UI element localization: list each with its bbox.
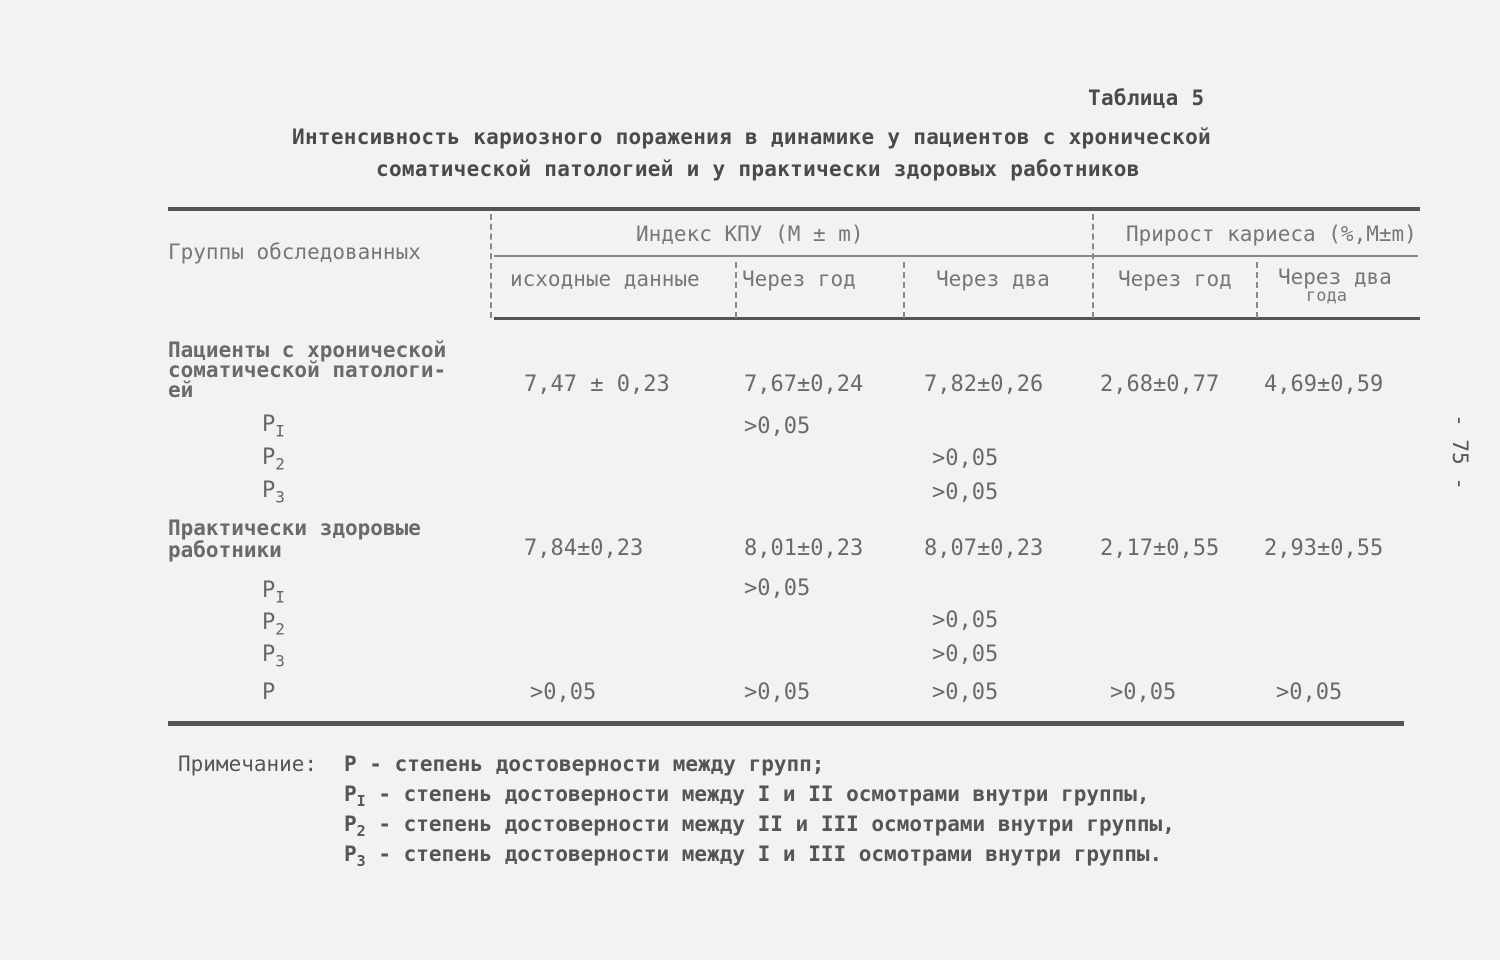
group1-p3-label: $P_3$ (262, 478, 285, 507)
table-label: Таблица 5 (1088, 86, 1205, 110)
group1-label-line-3: ей (168, 378, 194, 402)
header-index-kpu: Индекс КПУ (М ± m) (636, 222, 864, 246)
header-growth-year: Через год (1118, 267, 1232, 291)
group1-label-line-2: соматической патологи- (168, 358, 447, 382)
between-groups-p-after-two: >0,05 (932, 680, 999, 705)
group1-p2-label: $P_2$ (262, 445, 285, 474)
group2-p3-value: >0,05 (932, 642, 999, 667)
group2-p2-label: $P_2$ (262, 610, 285, 639)
table-title-line-2: соматической патологией и у практически здоровых работников (376, 157, 1140, 181)
header-after-two: Через два (936, 267, 1050, 291)
note-lead: Примечание: (178, 752, 318, 776)
note-p1: $P_I$ - степень достоверности между I и II осмотрами внутри группы, (344, 782, 1150, 811)
between-groups-p-label: P (262, 680, 276, 705)
between-groups-p-growth-year: >0,05 (1110, 680, 1177, 705)
note-p: P - степень достоверности между групп; (344, 752, 825, 776)
table-bottom-rule (168, 721, 1404, 726)
header-after-year: Через год (742, 267, 856, 291)
group1-growth-two-years: 4,69±0,59 (1264, 372, 1384, 397)
group1-after-two: 7,82±0,26 (924, 372, 1044, 397)
between-groups-p-after-year: >0,05 (744, 680, 811, 705)
group2-after-year: 8,01±0,23 (744, 536, 864, 561)
group1-p3-value: >0,05 (932, 480, 999, 505)
group1-growth-year: 2,68±0,77 (1100, 372, 1220, 397)
note-p2: $P_2$ - степень достоверности между II и III осмотрами внутри группы, (344, 812, 1175, 841)
group2-label-line-2: работники (168, 538, 282, 562)
group1-p1-value: >0,05 (744, 414, 811, 439)
col-separator-3 (735, 262, 737, 318)
group1-p2-value: >0,05 (932, 446, 999, 471)
between-groups-p-growth-two-years: >0,05 (1276, 680, 1343, 705)
header-caries-growth: Прирост кариеса (%,М±m) (1126, 222, 1417, 246)
header-bottom-rule (494, 317, 1420, 320)
group1-label-line-1: Пациенты с хронической (168, 338, 447, 362)
table-top-rule (168, 207, 1420, 211)
group1-after-year: 7,67±0,24 (744, 372, 864, 397)
group2-baseline: 7,84±0,23 (524, 536, 644, 561)
note-p3: $P_3$ - степень достоверности между I и III осмотрами внутри группы. (344, 842, 1163, 871)
header-growth-two-years-2: годa (1306, 286, 1347, 306)
page-number: - 75 - (1447, 414, 1472, 490)
header-groups: Группы обследованных (168, 240, 421, 264)
group1-baseline: 7,47 ± 0,23 (524, 372, 670, 397)
header-baseline: исходные данные (510, 267, 700, 291)
col-separator-2 (1092, 214, 1094, 318)
group2-p1-label: $P_I$ (262, 578, 285, 607)
col-separator-1 (490, 214, 492, 318)
group2-p3-label: $P_3$ (262, 642, 285, 671)
col-separator-5 (1256, 262, 1258, 318)
group2-growth-year: 2,17±0,55 (1100, 536, 1220, 561)
group1-p1-label: $P_I$ (262, 412, 285, 441)
col-separator-4 (903, 262, 905, 318)
index-group-underline (494, 255, 1418, 257)
group2-growth-two-years: 2,93±0,55 (1264, 536, 1384, 561)
table-title-line-1: Интенсивность кариозного поражения в динамике у пациентов с хронической (292, 125, 1211, 149)
group2-p1-value: >0,05 (744, 576, 811, 601)
group2-p2-value: >0,05 (932, 608, 999, 633)
group2-after-two: 8,07±0,23 (924, 536, 1044, 561)
header-growth-two-years-1: Через два (1278, 265, 1392, 289)
between-groups-p-baseline: >0,05 (530, 680, 597, 705)
group2-label-line-1: Практически здоровые (168, 516, 421, 540)
